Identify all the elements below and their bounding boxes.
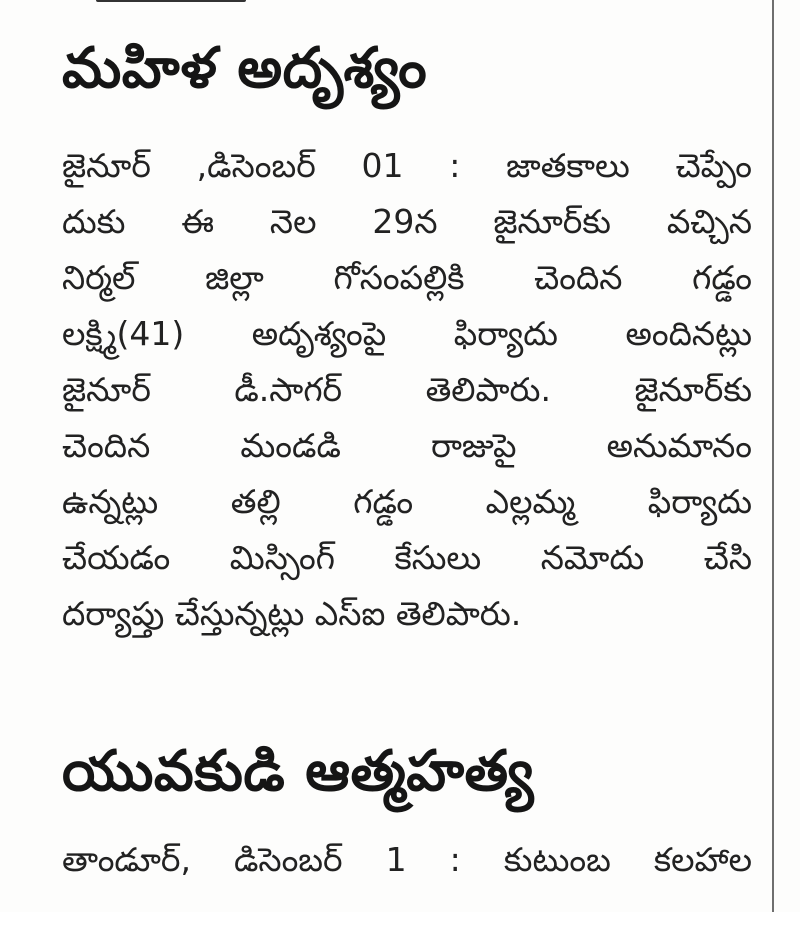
story-line: జైనూర్ ,డిసెంబర్ 01 : జాతకాలు చెప్పేం xyxy=(62,146,752,185)
headline-woman-missing: మహిళ అదృశ్యం xyxy=(62,36,428,101)
story-line: దుకు ఈ నెల 29న జైనూర్‌కు వచ్చిన xyxy=(62,202,752,241)
story-line: నిర్మల్ జిల్లా గోసంపల్లికి చెందిన గడ్డం xyxy=(62,258,752,297)
story-line: చెందిన మండడి రాజుపై అనుమానం xyxy=(62,426,752,465)
story-body-youth-suicide xyxy=(62,832,752,888)
story-line: దర్యాప్తు చేస్తున్నట్లు ఎస్ఐ తెలిపారు. xyxy=(62,594,522,633)
story-line: జైనూర్ డీ.సాగర్ తెలిపారు. జైనూర్‌కు xyxy=(62,370,752,409)
cropped-text-fragment xyxy=(62,895,752,925)
headline-youth-suicide: యువకుడి ఆత్మహత్య xyxy=(62,739,534,804)
story-line: తాండూర్, డిసెంబర్ 1 : కుటుంబ కలహాల xyxy=(62,840,752,879)
story-line: ఉన్నట్లు తల్లి గడ్డం ఎల్లమ్మ ఫిర్యాదు xyxy=(62,482,752,521)
cropped-text-fragment xyxy=(96,0,246,2)
story-line: లక్ష్మి(41) అదృశ్యంపై ఫిర్యాదు అందినట్లు xyxy=(62,314,752,353)
cropped-previous-line xyxy=(96,0,396,6)
column-divider xyxy=(772,0,774,912)
story-body-woman-missing xyxy=(62,138,752,642)
story-line: చేయడం మిస్సింగ్ కేసులు నమోదు చేసి xyxy=(62,538,752,577)
cropped-next-line xyxy=(62,895,752,925)
